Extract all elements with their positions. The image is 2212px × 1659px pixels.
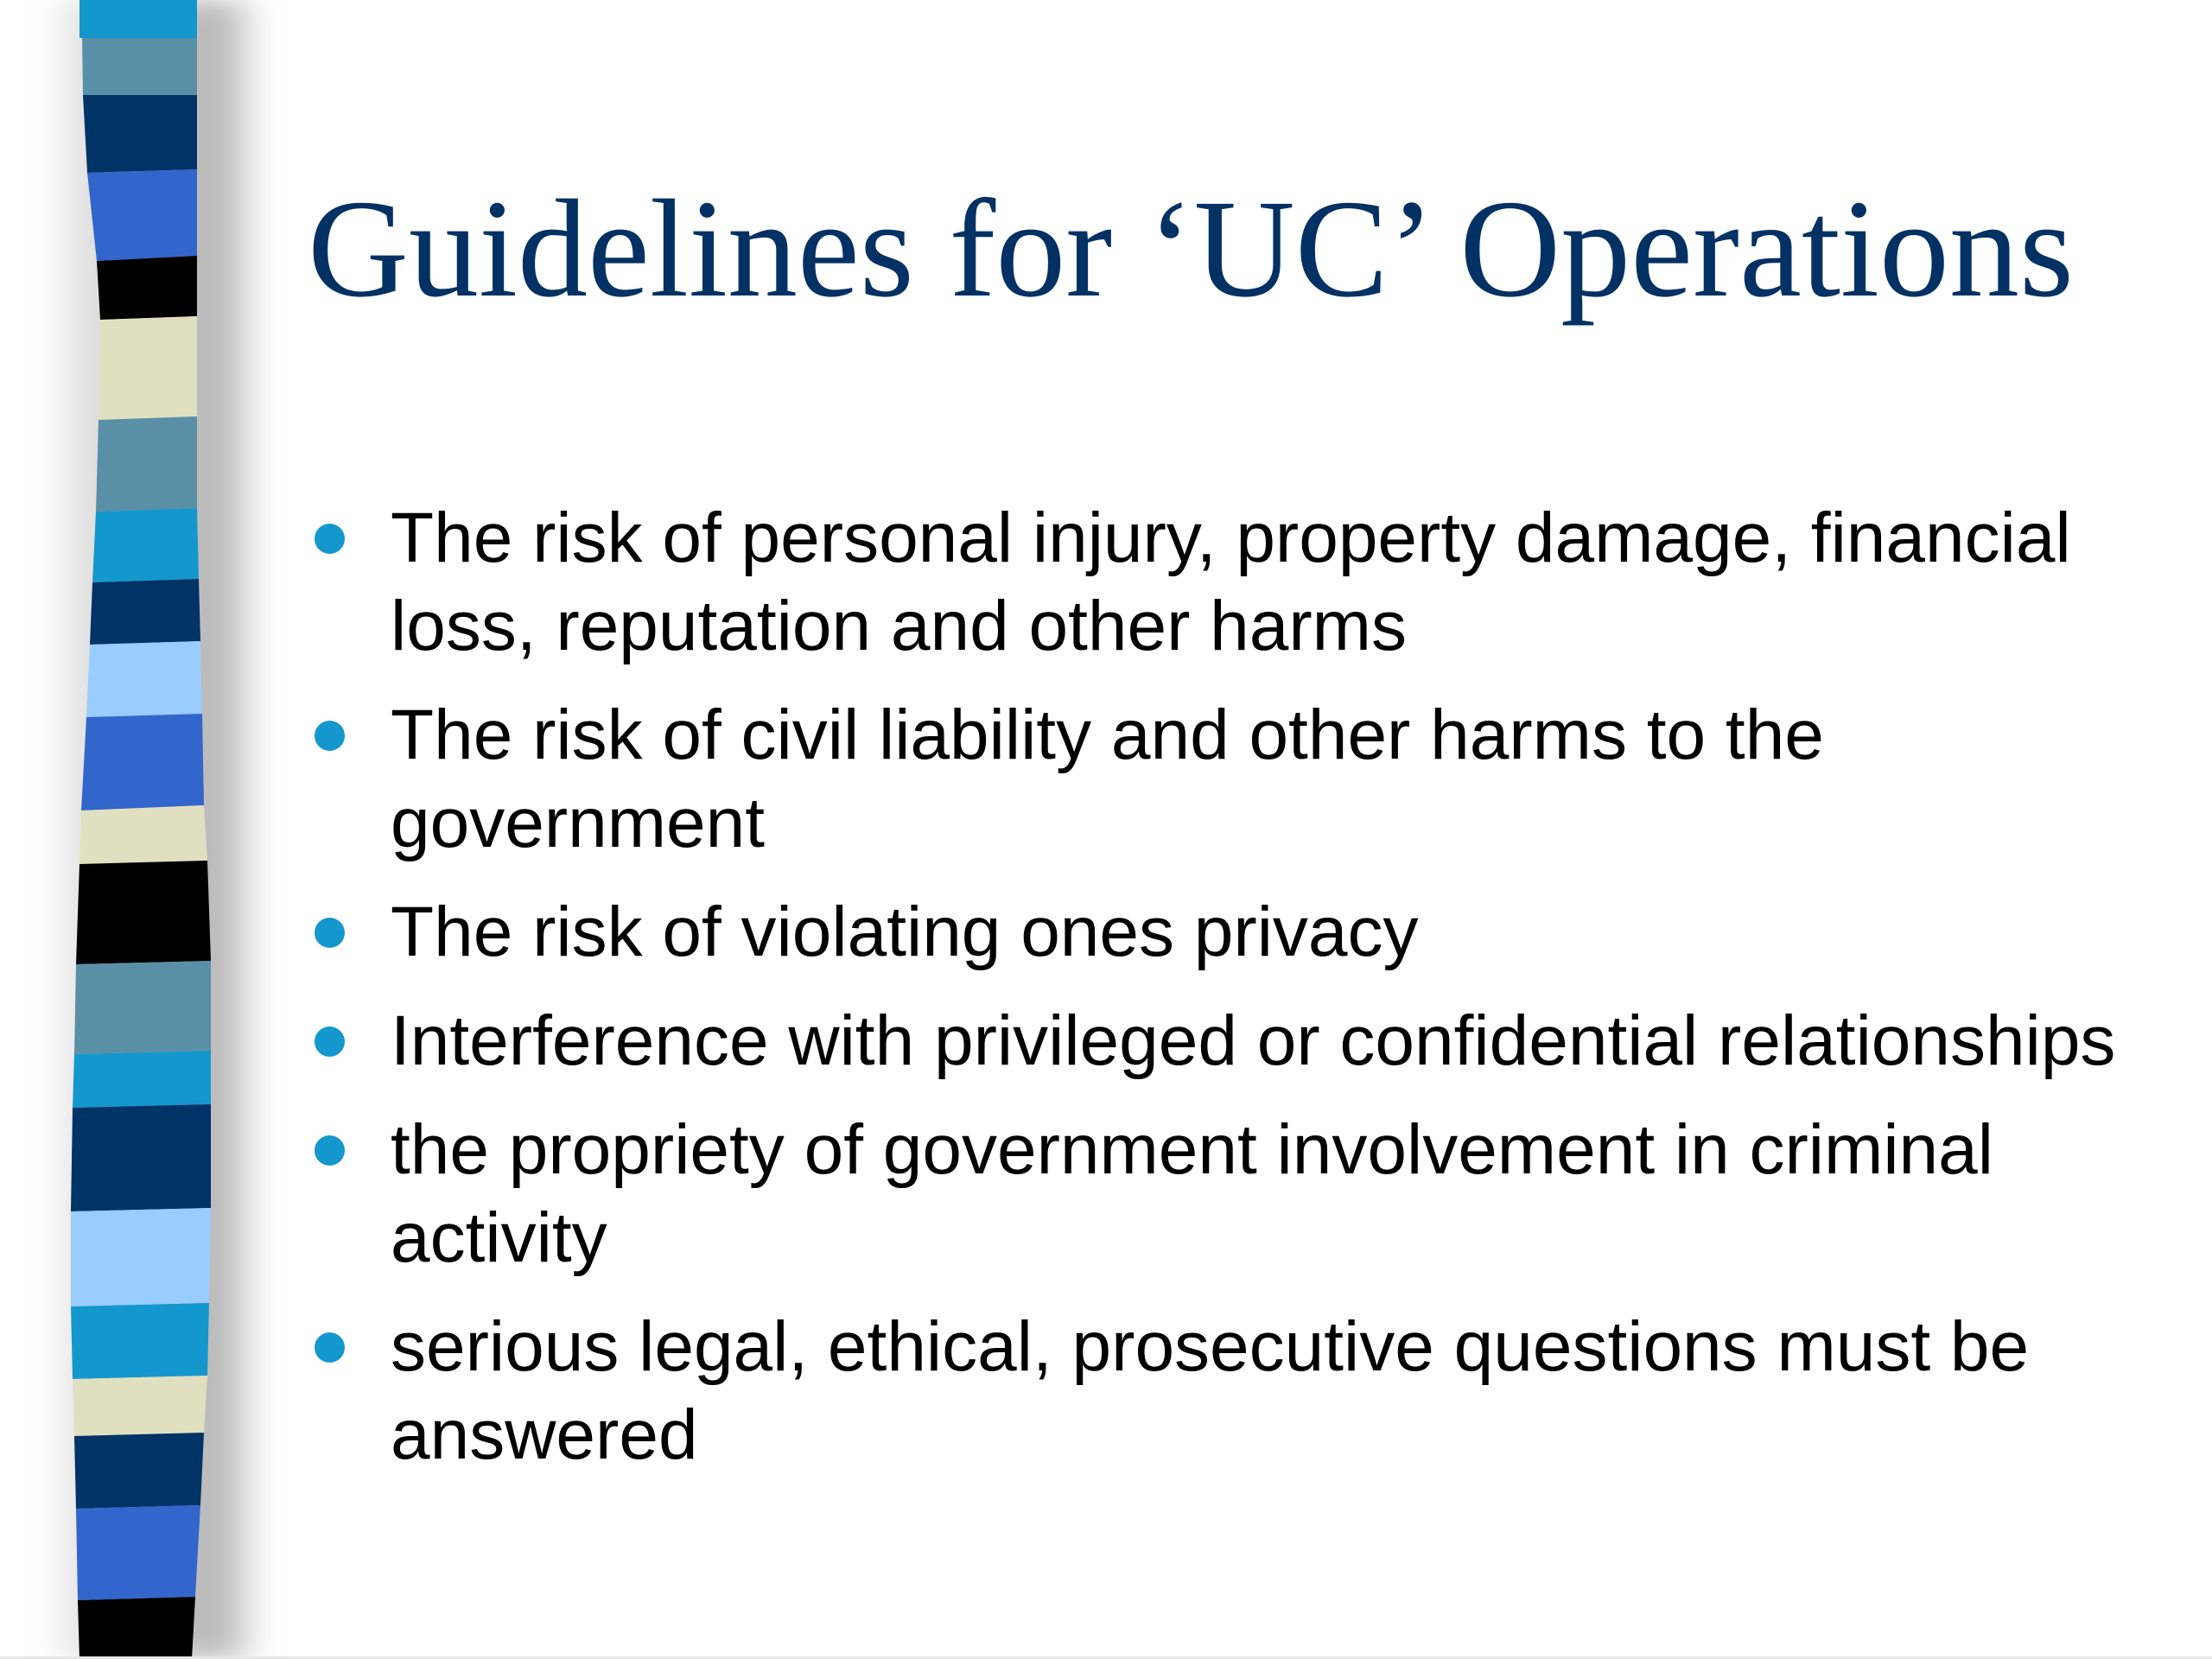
stripe-segment bbox=[73, 1376, 207, 1436]
list-item bbox=[308, 888, 2191, 976]
stripe-segment bbox=[76, 861, 211, 964]
bullet-text: the propriety of government involvement in criminal activity bbox=[391, 1110, 1993, 1277]
list-item bbox=[308, 997, 2191, 1085]
bullet-dot-icon bbox=[315, 1135, 345, 1166]
list-item bbox=[308, 1106, 2191, 1282]
list-item bbox=[308, 494, 2191, 671]
stripe-segment bbox=[76, 1505, 200, 1600]
stripe-segment bbox=[86, 641, 202, 717]
striped-column-decoration-icon bbox=[0, 0, 276, 1659]
stripe-segment bbox=[97, 256, 197, 320]
stripe-segment bbox=[71, 1208, 211, 1306]
stripe-segment bbox=[74, 961, 211, 1054]
bullet-text: The risk of personal injury, property damage, financial loss, reputation and other harms bbox=[391, 499, 2071, 665]
bullet-text: Interference with privileged or confidential relationships bbox=[391, 1001, 2116, 1080]
stripe-segment bbox=[83, 95, 197, 173]
stripe-segment bbox=[92, 508, 199, 582]
stripe-segment bbox=[82, 38, 197, 95]
bullet-dot-icon bbox=[315, 1332, 345, 1363]
bullet-text: The risk of violating ones privacy bbox=[391, 893, 1419, 971]
stripe-segment bbox=[99, 316, 197, 420]
bullet-text: The risk of civil liability and other harms to the government bbox=[391, 696, 1824, 862]
stripe-segment bbox=[81, 714, 204, 810]
bullet-dot-icon bbox=[315, 721, 345, 751]
bullet-dot-icon bbox=[315, 918, 345, 948]
stripe-segment bbox=[71, 1303, 209, 1379]
stripe-segment bbox=[87, 169, 197, 261]
bullet-dot-icon bbox=[315, 524, 345, 554]
stripe-segment bbox=[73, 1051, 211, 1108]
list-item bbox=[308, 691, 2191, 868]
bullet-text: serious legal, ethical, prosecutive questions must be answered bbox=[391, 1307, 2030, 1474]
bullet-list bbox=[308, 494, 2191, 1500]
slide-title: Guidelines for ‘UC’ Operations bbox=[308, 172, 2074, 327]
stripe-segment bbox=[79, 0, 197, 38]
stripe-segment bbox=[79, 805, 207, 864]
stripe-segment bbox=[96, 416, 197, 512]
stripe-segment bbox=[78, 1597, 195, 1659]
list-item bbox=[308, 1303, 2191, 1479]
stripe-segment bbox=[74, 1433, 204, 1509]
stripe-segment bbox=[90, 579, 200, 645]
bullet-dot-icon bbox=[315, 1027, 345, 1057]
stripe-segment bbox=[71, 1104, 211, 1211]
